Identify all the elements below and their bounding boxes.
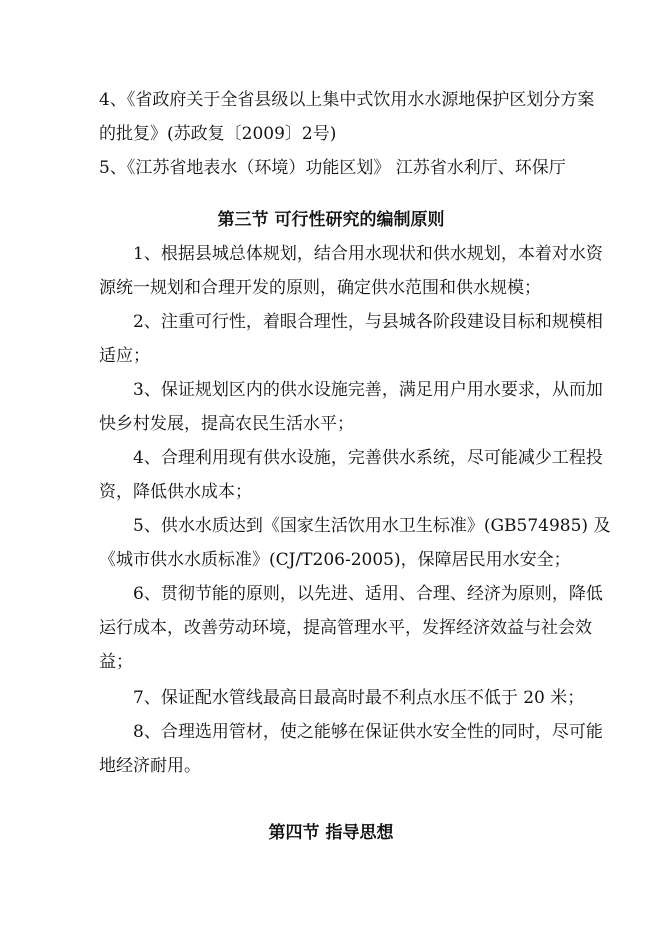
- principle-4-line-1: 4、合理利用现有供水设施，完善供水系统，尽可能减少工程投: [133, 448, 603, 468]
- principle-5-line-2: 《城市供水水质标准》(CJ/T206-2005)，保障居民用水安全；: [99, 550, 571, 570]
- principle-6-line-3: 益；: [99, 652, 133, 672]
- principle-1-line-2: 源统一规划和合理开发的原则，确定供水范围和供水规模；: [99, 278, 541, 298]
- principle-6-line-2: 运行成本，改善劳动环境，提高管理水平，发挥经济效益与社会效: [99, 618, 592, 638]
- principle-4-line-2: 资，降低供水成本；: [99, 482, 252, 502]
- principle-3-line-2: 快乡村发展，提高农民生活水平；: [99, 414, 354, 434]
- principle-2-line-2: 适应；: [99, 346, 150, 366]
- principle-7-line-1: 7、保证配水管线最高日最高时最不利点水压不低于 20 米；: [133, 688, 585, 708]
- section-3-title: 第三节 可行性研究的编制原则: [217, 210, 445, 230]
- principle-3-line-1: 3、保证规划区内的供水设施完善，满足用户用水要求，从而加: [133, 380, 603, 400]
- principle-5-line-1: 5、供水水质达到《国家生活饮用水卫生标准》(GB574985) 及: [133, 516, 611, 536]
- section-4-title: 第四节 指导思想: [268, 823, 394, 843]
- principle-2-line-1: 2、注重可行性，着眼合理性，与县城各阶段建设目标和规模相: [133, 312, 603, 332]
- reference-4-line-1: 4、《省政府关于全省县级以上集中式饮用水水源地保护区划分方案: [99, 90, 595, 110]
- principle-1-line-1: 1、根据县城总体规划，结合用水现状和供水规划，本着对水资: [133, 244, 603, 264]
- reference-4-line-2: 的批复》(苏政复〔2009〕2号): [99, 124, 337, 144]
- principle-8-line-2: 地经济耐用。: [99, 756, 201, 776]
- principle-8-line-1: 8、合理选用管材，使之能够在保证供水安全性的同时，尽可能: [133, 722, 603, 742]
- reference-5-line-1: 5、《江苏省地表水（环境）功能区划》 江苏省水利厅、环保厅: [99, 158, 566, 178]
- principle-6-line-1: 6、贯彻节能的原则，以先进、适用、合理、经济为原则，降低: [133, 584, 603, 604]
